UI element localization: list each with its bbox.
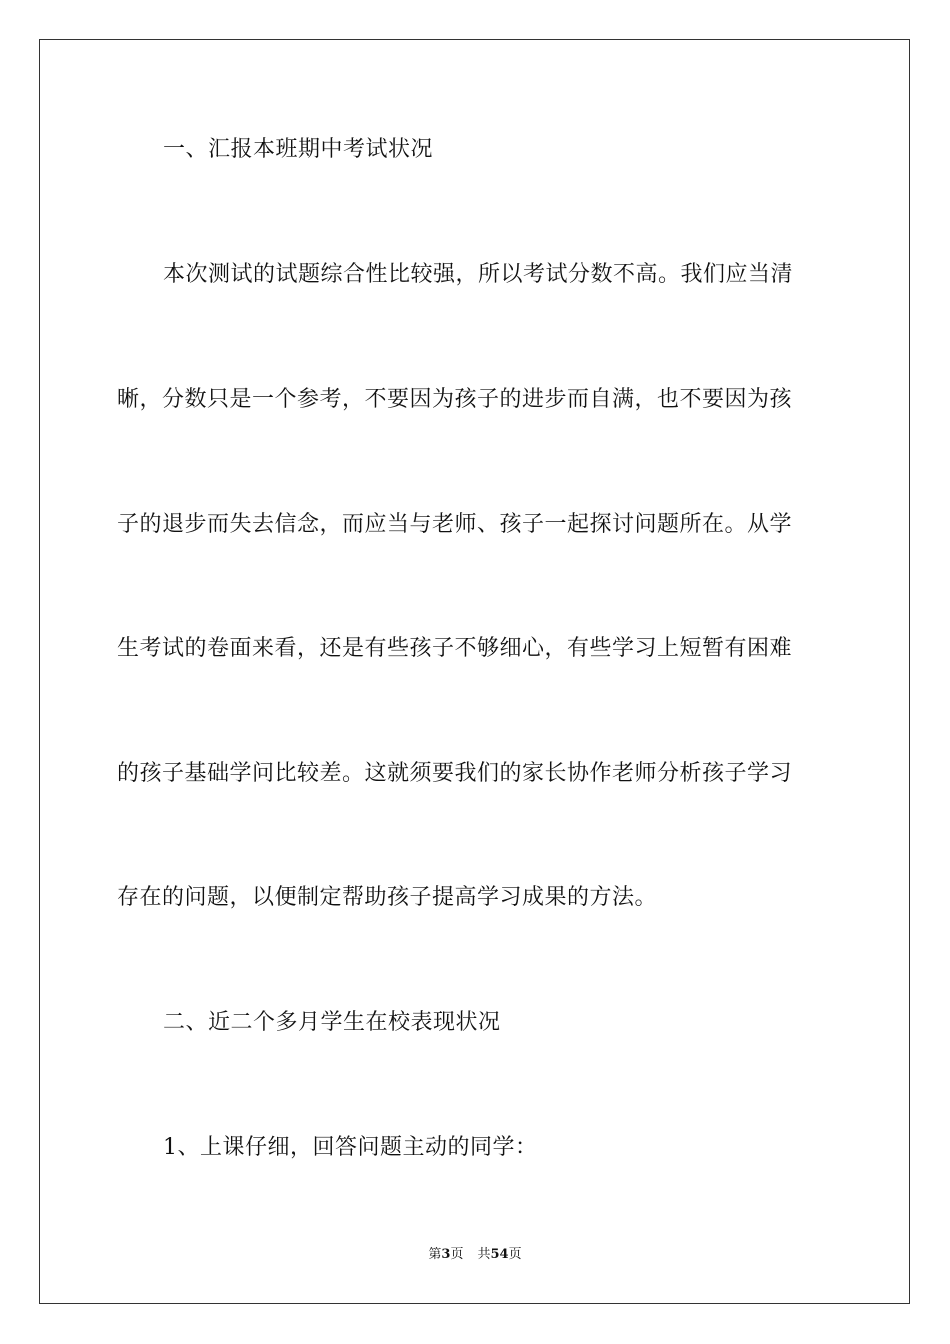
- paragraph-text: 存在的问题，以便制定帮助孩子提高学习成果的方法。: [117, 885, 658, 910]
- page-prefix: 第: [428, 1247, 442, 1262]
- paragraph-text: 生考试的卷面来看，还是有些孩子不够细心，有些学习上短暂有困难: [117, 636, 793, 661]
- page-suffix: 页: [450, 1247, 464, 1262]
- paragraph-text: 子的退步而失去信念，而应当与老师、孩子一起探讨问题所在。从学: [117, 512, 793, 537]
- heading-text: 一、汇报本班期中考试状况: [163, 137, 434, 162]
- total-prefix: 共: [477, 1247, 491, 1262]
- total-suffix: 页: [508, 1247, 522, 1262]
- heading-text: 二、近二个多月学生在校表现状况: [163, 1010, 501, 1035]
- paragraph-text: 本次测试的试题综合性比较强，所以考试分数不高。我们应当清: [163, 262, 794, 287]
- total-pages: 54: [490, 1247, 509, 1262]
- page-border: [39, 39, 910, 1304]
- paragraph-text: 晰，分数只是一个参考，不要因为孩子的进步而自满，也不要因为孩: [117, 387, 793, 412]
- page-number: 3: [441, 1247, 451, 1262]
- page-footer: [0, 1247, 950, 1263]
- paragraph-text: 的孩子基础学问比较差。这就须要我们的家长协作老师分析孩子学习: [117, 761, 793, 786]
- list-item-text: 1、上课仔细，回答问题主动的同学：: [163, 1135, 538, 1160]
